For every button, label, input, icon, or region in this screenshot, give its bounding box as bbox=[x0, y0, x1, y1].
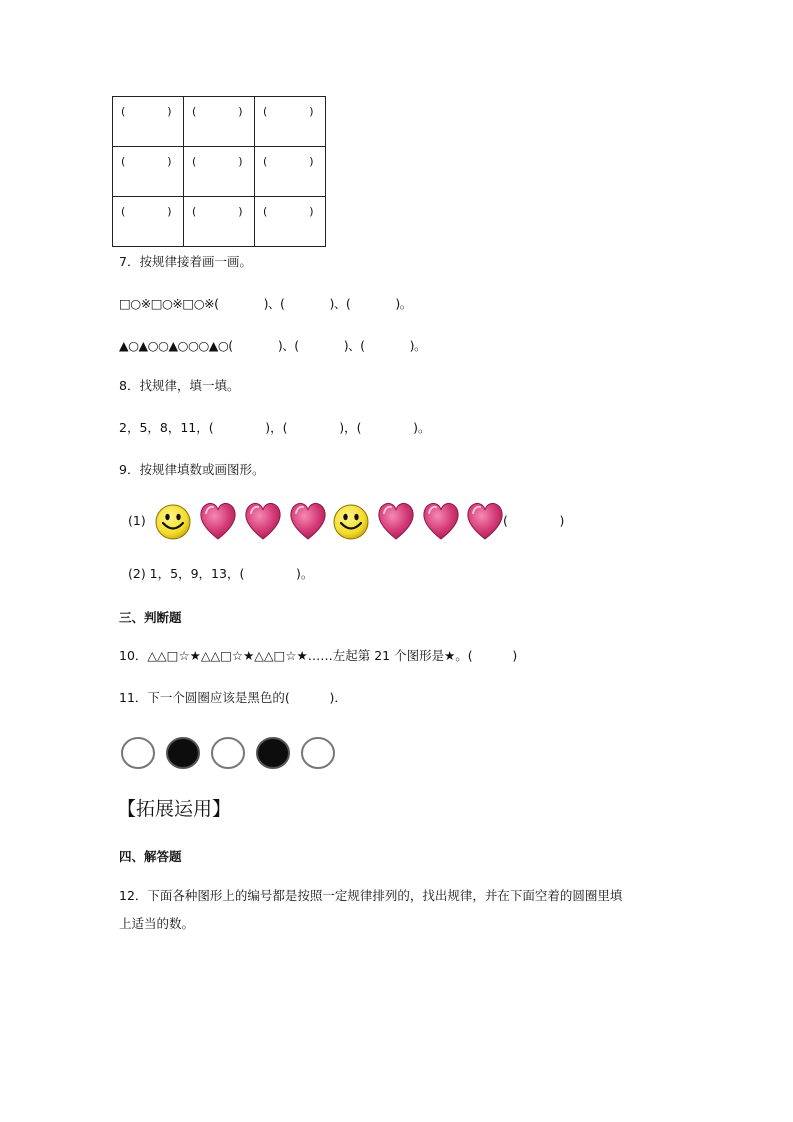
grid-row bbox=[113, 147, 326, 197]
grid-cell[interactable] bbox=[113, 147, 184, 197]
q9-part1-label: (1) bbox=[128, 513, 146, 528]
answer-grid bbox=[112, 96, 326, 247]
q12-line-2: 上适当的数。 bbox=[119, 916, 195, 931]
q9-part2[interactable]: (2) 1，5，9，13，( )。 bbox=[128, 566, 314, 581]
grid-cell[interactable] bbox=[184, 197, 255, 247]
section-4-heading: 四、解答题 bbox=[119, 849, 182, 864]
q12-line-1: 12．下面各种图形上的编号都是按照一定规律排列的，找出规律，并在下面空着的圆圈里填 bbox=[119, 888, 623, 903]
heart-icon bbox=[201, 503, 235, 539]
blank-paren: ( ) bbox=[263, 105, 314, 118]
blank-paren: ( ) bbox=[263, 205, 314, 218]
q7-title: 7．按规律接着画一画。 bbox=[119, 254, 252, 269]
heart-icon bbox=[424, 503, 458, 539]
grid-row bbox=[113, 97, 326, 147]
section-3-heading: 三、判断题 bbox=[119, 610, 182, 625]
black-circle-icon bbox=[257, 738, 289, 768]
blank-paren: ( ) bbox=[263, 155, 314, 168]
q7-pattern-2[interactable]: ▲○▲○○▲○○○▲○( )、( )、( )。 bbox=[119, 338, 427, 353]
blank-paren: ( ) bbox=[121, 205, 172, 218]
blank-paren: ( ) bbox=[121, 155, 172, 168]
white-circle-icon bbox=[122, 738, 154, 768]
white-circle-icon bbox=[212, 738, 244, 768]
q11-circle-sequence bbox=[120, 736, 340, 770]
blank-paren: ( ) bbox=[121, 105, 172, 118]
white-circle-icon bbox=[302, 738, 334, 768]
grid-cell[interactable] bbox=[255, 147, 326, 197]
heart-icon bbox=[246, 503, 280, 539]
blank-paren: ( ) bbox=[192, 155, 243, 168]
heart-icon bbox=[291, 503, 325, 539]
black-circle-icon bbox=[167, 738, 199, 768]
grid-cell[interactable] bbox=[184, 147, 255, 197]
grid-row bbox=[113, 197, 326, 247]
grid-cell[interactable] bbox=[184, 97, 255, 147]
q8-sequence[interactable]: 2，5，8，11，( )，( )，( )。 bbox=[119, 420, 431, 435]
q10-text[interactable]: 10．△△□☆★△△□☆★△△□☆★……左起第 21 个图形是★。( ) bbox=[119, 648, 518, 663]
q9-title: 9．按规律填数或画图形。 bbox=[119, 462, 265, 477]
q9-picture-sequence bbox=[155, 500, 505, 544]
grid-cell[interactable] bbox=[255, 97, 326, 147]
extension-section-title: 【拓展运用】 bbox=[117, 798, 232, 820]
grid-cell[interactable] bbox=[113, 97, 184, 147]
heart-icon bbox=[379, 503, 413, 539]
blank-paren: ( ) bbox=[192, 205, 243, 218]
blank-paren: ( ) bbox=[192, 105, 243, 118]
grid-cell[interactable] bbox=[255, 197, 326, 247]
grid-cell[interactable] bbox=[113, 197, 184, 247]
q11-text[interactable]: 11．下一个圆圈应该是黑色的( )． bbox=[119, 690, 347, 705]
q9-part1-blank[interactable]: ( ) bbox=[503, 513, 565, 528]
q8-title: 8．找规律，填一填。 bbox=[119, 378, 240, 393]
smiley-icon bbox=[334, 505, 368, 539]
q7-pattern-1[interactable]: □○※□○※□○※( )、( )、( )。 bbox=[119, 296, 412, 311]
smiley-icon bbox=[156, 505, 190, 539]
heart-icon bbox=[468, 503, 502, 539]
